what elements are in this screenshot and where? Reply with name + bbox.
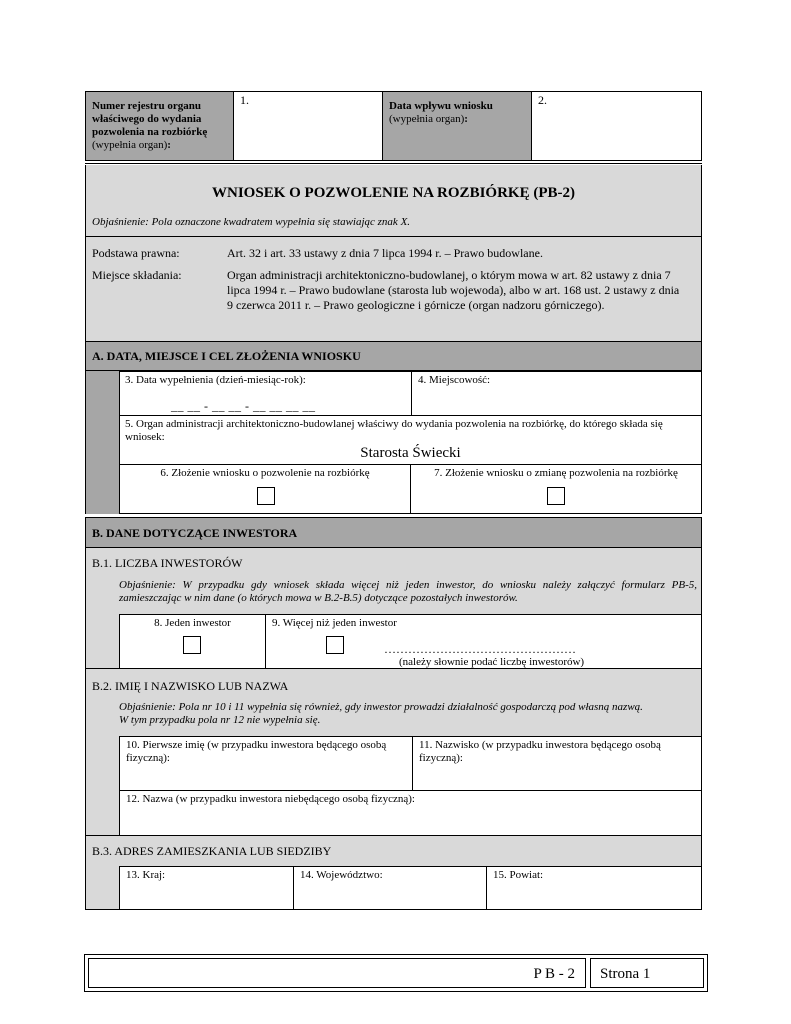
field-11-last-name[interactable] — [412, 736, 702, 791]
field-3-label: 3. Data wypełnienia (dzień-miesiąc-rok): — [125, 374, 306, 386]
field-4-label: 4. Miejscowość: — [418, 374, 491, 386]
field-15-county[interactable] — [486, 866, 702, 910]
field-2-receipt-date[interactable] — [532, 92, 701, 160]
field-2-number: 2. — [538, 93, 547, 107]
b3-title: B.3. ADRES ZAMIESZKANIA LUB SIEDZIBY — [92, 844, 332, 858]
field-1-registry-number[interactable] — [234, 92, 382, 160]
field-9-checkbox[interactable] — [326, 636, 344, 654]
registry-number-note: (wypełnia organ) — [92, 139, 168, 151]
field-3-date-mask: __ __ - __ __ - __ __ __ __ — [171, 399, 316, 413]
b2-title: B.2. IMIĘ I NAZWISKO LUB NAZWA — [92, 679, 289, 693]
field-12-name[interactable] — [119, 790, 702, 836]
form-title: WNIOSEK O POZWOLENIE NA ROZBIÓRKĘ (PB-2) — [212, 185, 575, 201]
title-explanation: Objaśnienie: Pola oznaczone kwadratem wypełnia się stawiając znak X. — [92, 216, 411, 228]
section-a-title: A. DATA, MIEJSCE I CEL ZŁOŻENIA WNIOSKU — [92, 349, 361, 363]
field-9-label: 9. Więcej niż jeden inwestor — [272, 617, 397, 629]
field-9-count-input[interactable]: ………………………………………… — [384, 642, 576, 656]
submission-place-label: Miejsce składania: — [92, 268, 182, 282]
field-15-label: 15. Powiat: — [493, 869, 544, 881]
receipt-date-label: Data wpływu wniosku — [389, 100, 493, 112]
b1-explanation: Objaśnienie: W przypadku gdy wniosek składa więcej niż jeden inwestor, do wniosku należy załączyć formularz PB-5, zamieszczając w nim dane (o których mowa w B.2-B.5) dotyczące pozostałych inwestorów. — [119, 579, 697, 604]
field-9-hint: (należy słownie podać liczbę inwestorów) — [399, 656, 585, 668]
legal-info-block — [85, 237, 702, 341]
title-block — [85, 165, 702, 237]
field-1-number: 1. — [240, 93, 249, 107]
field-7-label: 7. Złożenie wniosku o zmianę pozwolenia na rozbiórkę — [434, 467, 678, 479]
legal-basis-label: Podstawa prawna: — [92, 246, 180, 260]
registry-number-label: Numer rejestru organu właściwego do wydania pozwolenia na rozbiórkę — [92, 100, 208, 138]
field-10-label: 10. Pierwsze imię (w przypadku inwestora będącego osobą fizyczną): — [126, 739, 387, 764]
field-11-label: 11. Nazwisko (w przypadku inwestora będącego osobą fizyczną): — [419, 739, 661, 764]
section-b-header — [85, 517, 702, 548]
footer-inner-left — [88, 958, 586, 988]
section-a-margin — [85, 371, 119, 514]
field-8-checkbox[interactable] — [183, 636, 201, 654]
field-12-label: 12. Nazwa (w przypadku inwestora niebędącego osobą fizyczną): — [126, 793, 415, 805]
field-10-first-name[interactable] — [119, 736, 413, 791]
field-6-label: 6. Złożenie wniosku o pozwolenie na rozbiórkę — [160, 467, 370, 479]
field-6-cell — [119, 464, 411, 514]
field-13-country[interactable] — [119, 866, 294, 910]
b2-explanation-2: W tym przypadku pola nr 12 nie wypełnia się. — [119, 714, 321, 726]
receipt-date-note: (wypełnia organ) — [389, 113, 465, 125]
field-14-voivodeship[interactable] — [293, 866, 487, 910]
field-5-value: Starosta Świecki — [360, 445, 461, 461]
section-b-title: B. DANE DOTYCZĄCE INWESTORA — [92, 526, 298, 540]
submission-place-text: Organ administracji architektoniczno-budowlanej, o którym mowa w art. 82 ustawy z dnia 7 lipca 1994 r. – Prawo budowlane (starosta lub wojewoda), albo w art. 168 ust. 2 ustawy z dnia 9 czerwca 2011 r. – Prawo geologiczne i górnicze (organ nadzoru górniczego). — [227, 268, 680, 312]
field-7-cell — [410, 464, 702, 514]
field-8-cell — [119, 614, 266, 669]
section-a-header — [85, 341, 702, 371]
b1-title: B.1. LICZBA INWESTORÓW — [92, 556, 243, 570]
field-3-fill-date[interactable] — [119, 371, 412, 416]
field-5-authority[interactable] — [119, 415, 702, 465]
field-5-label: 5. Organ administracji architektoniczno-budowlanej właściwy do wydania pozwolenia na rozbiórkę, do którego składa się wniosek: — [125, 418, 663, 443]
footer-inner-right — [590, 958, 704, 988]
field-9-cell — [265, 614, 702, 669]
field-13-label: 13. Kraj: — [126, 869, 166, 881]
field-6-checkbox[interactable] — [257, 487, 275, 505]
registry-number-label-cell: Numer rejestru organu właściwego do wydania pozwolenia na rozbiórkę (wypełnia organ): — [86, 92, 233, 160]
b2-explanation-1: Objaśnienie: Pola nr 10 i 11 wypełnia się również, gdy inwestor prowadzi działalność gospodarczą pod własną nazwą. — [119, 701, 643, 713]
field-7-checkbox[interactable] — [547, 487, 565, 505]
page-number: Strona 1 — [600, 966, 651, 982]
form-code: P B - 2 — [533, 966, 575, 982]
field-4-locality[interactable] — [411, 371, 702, 416]
field-8-label: 8. Jeden inwestor — [154, 617, 231, 629]
field-14-label: 14. Województwo: — [300, 869, 383, 881]
legal-basis-text: Art. 32 i art. 33 ustawy z dnia 7 lipca 1994 r. – Prawo budowlane. — [227, 246, 543, 260]
receipt-date-label-cell: Data wpływu wniosku (wypełnia organ): — [383, 92, 531, 160]
